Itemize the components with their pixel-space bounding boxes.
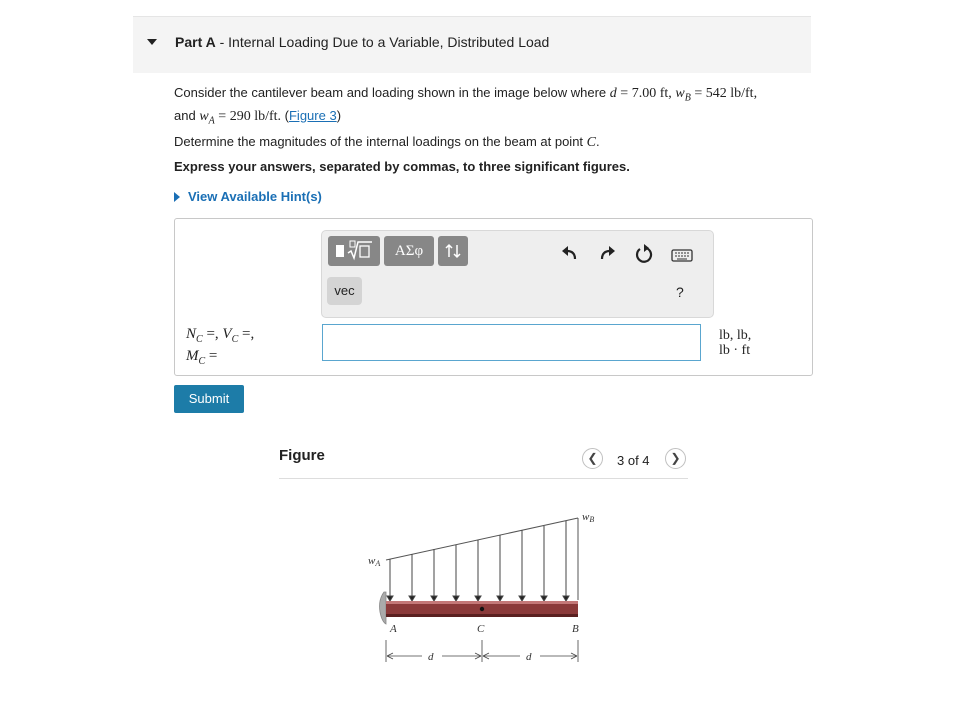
next-figure-button[interactable] bbox=[665, 448, 686, 469]
problem-instruction: Express your answers, separated by commas, to three significant figures. bbox=[174, 159, 630, 174]
sort-button[interactable] bbox=[438, 236, 468, 266]
reset-icon[interactable] bbox=[633, 243, 655, 265]
submit-button[interactable]: Submit bbox=[174, 385, 244, 413]
chevron-left-icon: ❮ bbox=[587, 451, 598, 465]
view-hints-toggle[interactable]: View Available Hint(s) bbox=[174, 189, 322, 204]
problem-statement: Consider the cantilever beam and loading shown in the image below where d = 7.00 ft, $w_B = 542$ lb/ft, and $w_A = 290$ lb/ft. (Figure 3) bbox=[174, 85, 758, 127]
dimension-lines bbox=[386, 640, 578, 662]
point-c-label: C bbox=[477, 623, 485, 635]
fixed-support bbox=[380, 592, 387, 624]
chevron-right-icon: ❯ bbox=[670, 451, 681, 465]
part-header[interactable] bbox=[133, 16, 811, 73]
previous-figure-button[interactable] bbox=[582, 448, 603, 469]
redo-icon[interactable] bbox=[596, 243, 618, 265]
answer-units: lb, lb, lb · ft bbox=[719, 328, 752, 358]
wb-label: wB bbox=[582, 511, 595, 524]
figure-divider bbox=[279, 478, 688, 479]
keyboard-icon[interactable] bbox=[670, 244, 694, 266]
point-c-marker bbox=[480, 607, 484, 611]
answer-input[interactable] bbox=[322, 324, 701, 361]
expand-triangle-icon bbox=[174, 192, 180, 202]
load-top-line bbox=[386, 518, 578, 560]
templates-button[interactable] bbox=[328, 236, 380, 266]
template-radical-icon bbox=[328, 236, 380, 266]
figure-title: Figure bbox=[279, 447, 325, 464]
dimension-d1-label: d bbox=[428, 651, 434, 663]
part-title: Part A - Internal Loading Due to a Variable, Distributed Load bbox=[175, 34, 550, 50]
point-b-label: B bbox=[572, 623, 579, 635]
beam-diagram bbox=[360, 500, 600, 670]
vector-button[interactable]: vec bbox=[327, 277, 362, 305]
dimension-d2-label: d bbox=[526, 651, 532, 663]
figure-link[interactable]: Figure 3 bbox=[288, 107, 337, 123]
help-button[interactable]: ? bbox=[676, 284, 684, 300]
wa-label: wA bbox=[368, 555, 381, 568]
undo-icon[interactable] bbox=[559, 243, 581, 265]
up-down-arrows-icon bbox=[438, 236, 468, 266]
figure-counter: 3 of 4 bbox=[617, 453, 650, 468]
point-a-label: A bbox=[390, 623, 397, 635]
collapse-caret-icon[interactable] bbox=[147, 39, 157, 45]
greek-symbols-button[interactable]: ΑΣφ bbox=[384, 236, 434, 266]
answer-variable-labels: $N_C$ =, $V_C$ =, $M_C$ = bbox=[186, 326, 255, 367]
problem-question: Determine the magnitudes of the internal loadings on the beam at point C. bbox=[174, 134, 600, 150]
distributed-load-arrows bbox=[387, 521, 569, 601]
